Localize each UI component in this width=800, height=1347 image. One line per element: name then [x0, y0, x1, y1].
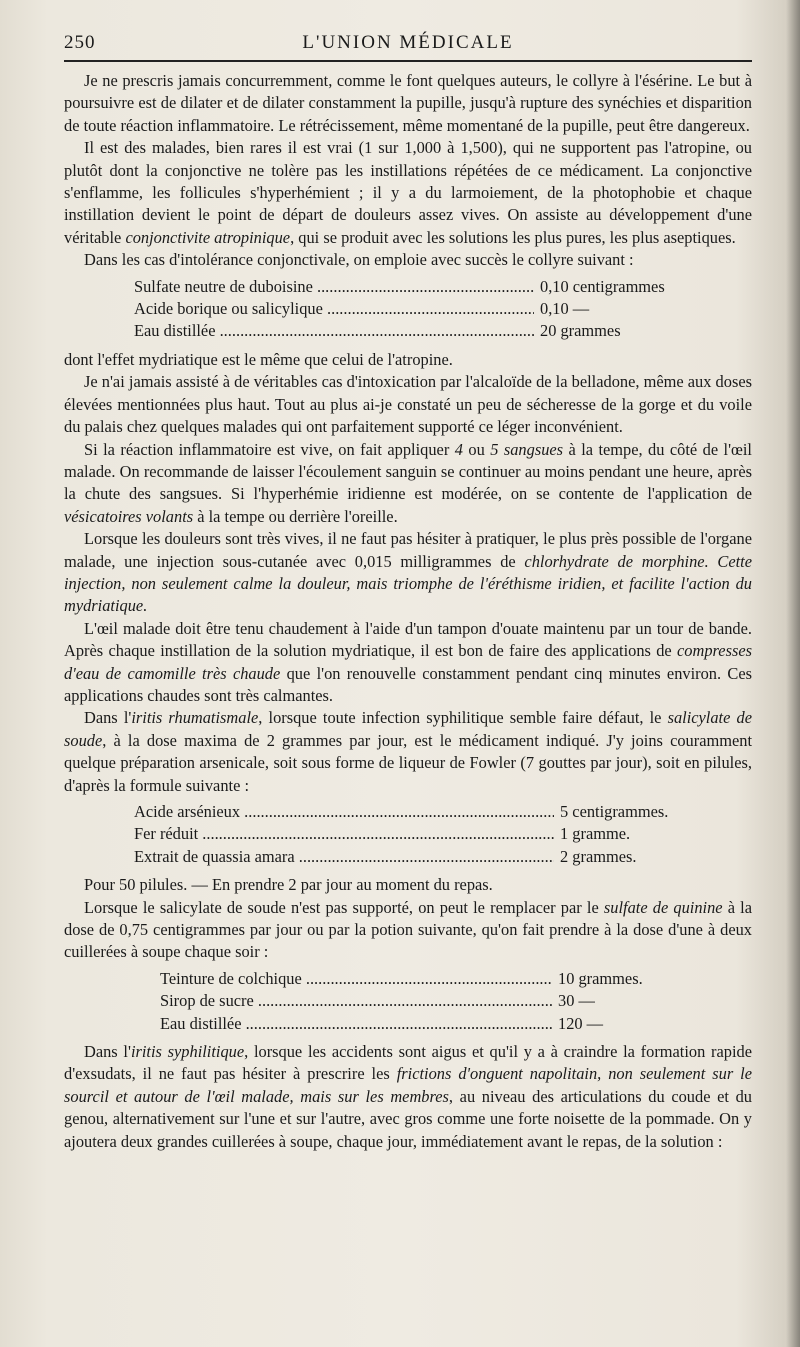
formula-row: Teinture de colchique ..... 10 grammes. — [160, 968, 752, 990]
formula-row: Fer réduit ..... 1 gramme. — [134, 823, 752, 845]
formula-colchique-potion — [64, 968, 752, 1035]
paragraph-pills-dosage: Pour 50 pilules. — En prendre 2 par jour au moment du repas. — [84, 875, 493, 895]
formula-row: Extrait de quassia amara ..... 2 grammes. — [134, 846, 752, 868]
page-header — [64, 28, 752, 60]
paragraph-intoxication: Je n'ai jamais assisté à de véritables cas d'intoxication par l'alcaloïde de la belladone, même aux doses élevées mentionnées plus haut. Tout au plus ai-je constaté un peu de sécheresse de la gorge et du voile du palais chez quelques malades qui ont parfaitement supporté ce léger inconvénient. — [64, 372, 752, 437]
paragraph-eserine: Je ne prescris jamais concurremment, comme le font quelques auteurs, le collyre à l'ésérine. Le but à poursuivre est de dilater et de dilater constamment la pupille, jusqu'à rupture des synéchies et disparition de toute réaction inflammatoire. Le rétrécissement, même momentané de la pupille, peut être dangereux. — [64, 71, 752, 135]
paragraph-quinine: Lorsque le salicylate de soude n'est pas supporté, on peut le remplacer par le sulfate de quinine à la dose de 0,75 centigrammes par jour ou par la potion suivante, qu'on fait prendre à la dose d'une à deux cuillerées à soupe chaque soir : — [64, 897, 752, 962]
journal-title: L'UNION MÉDICALE — [302, 32, 514, 53]
formula-row: Eau distillée ..... 20 grammes — [134, 320, 752, 342]
formula-arsenic-pills — [64, 801, 752, 868]
formula-row: Eau distillée ..... 120 — — [160, 1013, 752, 1035]
article-body — [64, 70, 752, 1153]
paragraph-morphine: Lorsque les douleurs sont très vives, il ne faut pas hésiter à pratiquer, le plus près possible de l'organe malade, une injection sous-cutanée avec 0,015 milligrammes de chlorhydrate de morphine. Cette injection, non seulement calme la douleur, mais triomphe de l'éréthisme iridien, et facilite l'action du mydriatique. — [64, 529, 752, 616]
paragraph-atropine-intolerance: Il est des malades, bien rares il est vrai (1 sur 1,000 à 1,500), qui ne supportent pas l'atropine, ou plutôt dont la conjonctive ne tolère pas les instillations répétées de ce médicament. La conjonctive s'enflamme, les follicules s'hyperhémient ; il y a du larmoiement, de la photophobie et chaque instillation devient le point de départ de douleurs assez vives. On assiste au développement d'une véritable conjonctivite atropinique, qui se produit avec les solutions les plus pures, les plus aseptiques. — [64, 138, 752, 247]
page-number: 250 — [64, 32, 96, 53]
header-rule — [64, 60, 752, 62]
formula-row: Acide borique ou salicylique ..... 0,10 — — [134, 298, 752, 320]
paragraph-iritis-rhumatismale: Dans l'iritis rhumatismale, lorsque toute infection syphilitique semble faire défaut, le salicylate de soude, à la dose maxima de 2 grammes par jour, est le médicament indiqué. J'y joins couramment quelque préparation arsenicale, soit sous forme de liqueur de Fowler (7 gouttes par jour), soit en pilules, d'après la formule suivante : — [64, 708, 752, 795]
paragraph-collyre-intro: Dans les cas d'intolérance conjonctivale, on emploie avec succès le collyre suivant : — [84, 250, 634, 270]
paragraph-mydriatic-effect: dont l'effet mydriatique est le même que celui de l'atropine. — [64, 349, 453, 369]
paragraph-compresses: L'œil malade doit être tenu chaudement à l'aide d'un tampon d'ouate maintenu par un tour de bande. Après chaque instillation de la solution mydriatique, il est bon de faire des applications de compresses d'eau de camomille très chaude que l'on renouvelle constamment pendant cinq minutes environ. Ces applications chaudes sont très calmantes. — [64, 618, 752, 705]
formula-row: Sulfate neutre de duboisine ..... 0,10 centigrammes — [134, 276, 752, 298]
formula-duboisine — [64, 276, 752, 343]
page-edge-shadow — [786, 0, 800, 1347]
paragraph-iritis-syphilitique: Dans l'iritis syphilitique, lorsque les accidents sont aigus et qu'il y a à craindre la formation rapide d'exsudats, il ne faut pas hésiter à prescrire les frictions d'onguent napolitain, non seulement sur le sourcil et autour de l'œil malade, mais sur les membres, au niveau des articulations du coude et du genou, alternativement sur l'une et sur l'autre, avec gros comme une forte noisette de la pommade. On y ajoutera deux grandes cuillerées à soupe, chaque jour, immédiatement avant le repas, de la solution : — [64, 1042, 752, 1151]
formula-row: Sirop de sucre ..... 30 — — [160, 990, 752, 1012]
paragraph-sangsues: Si la réaction inflammatoire est vive, on fait appliquer 4 ou 5 sangsues à la tempe, du côté de l'œil malade. On recommande de laisser l'écoulement sanguin se continuer au moins pendant une heure, après la chute des sangsues. Si l'hyperhémie iridienne est modérée, on se contente de l'application de vésicatoires volants à la tempe ou derrière l'oreille. — [64, 439, 752, 526]
formula-row: Acide arsénieux ..... 5 centigrammes. — [134, 801, 752, 823]
